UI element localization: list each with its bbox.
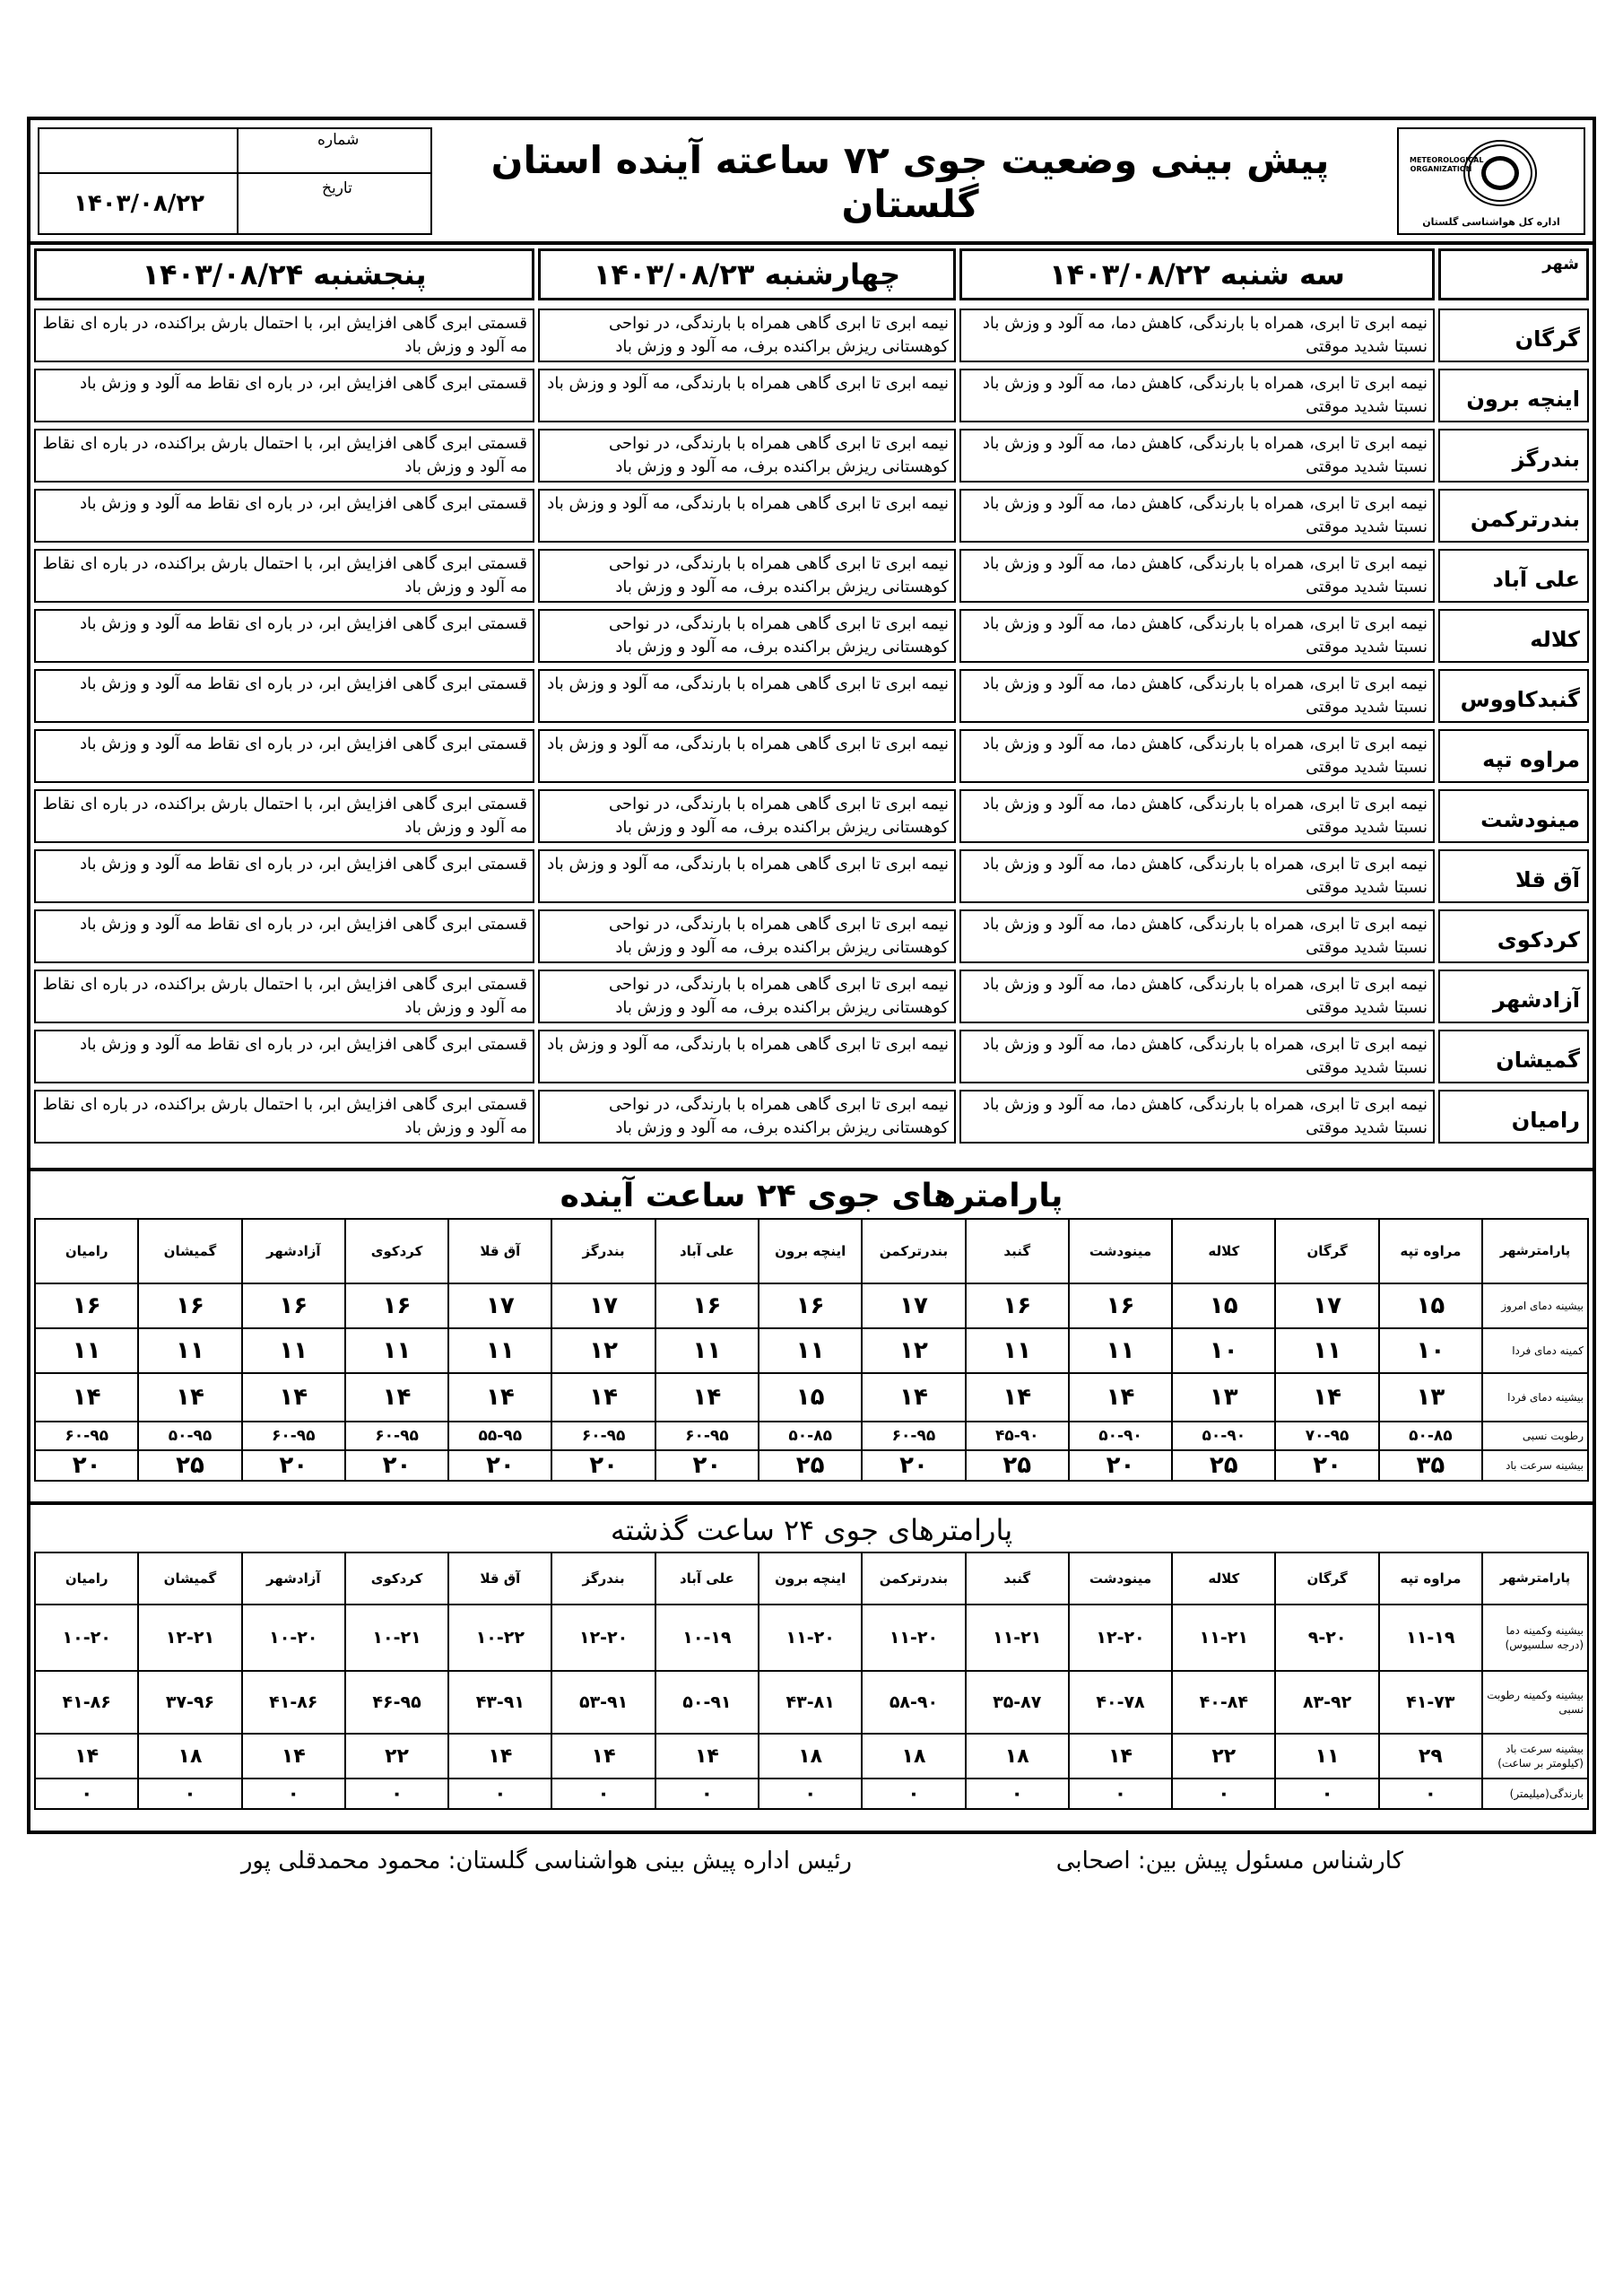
param-value: ۰ [551,1779,655,1809]
city-name: گرگان [1438,309,1589,362]
city-name: بندرترکمن [1438,489,1589,543]
forecast-day1: نیمه ابری تا ابری، همراه با بارندگی، کاهش دما، مه آلود و وزش باد نسبتا شدید موقتی [959,669,1435,723]
param-value: ۴۳-۸۱ [759,1671,862,1734]
forecast-row [30,307,1593,364]
param-city-name: بندرگز [551,1219,655,1283]
forecast-day3: قسمتی ابری گاهی افزایش ابر، در باره ای نقاط مه آلود و وزش باد [34,369,534,422]
param-row [35,1373,1588,1422]
param-value: ۲۰ [655,1450,759,1481]
forecast-row [30,547,1593,604]
forecaster-name: کارشناس مسئول پیش بین: اصحابی [1055,1848,1403,1874]
param-value: ۱۴ [966,1373,1069,1422]
header [30,120,1593,245]
param-value: ۳۵ [1379,1450,1482,1481]
param-value: ۴۰-۸۴ [1172,1671,1275,1734]
forecast-row [30,908,1593,965]
forecast-day2: نیمه ابری تا ابری گاهی همراه با بارندگی، مه آلود و وزش باد [538,369,956,422]
param-value: ۲۰ [1069,1450,1172,1481]
param-row [35,1734,1588,1779]
param-row [35,1283,1588,1328]
param-value: ۶۰-۹۵ [551,1422,655,1450]
param-city-name: علی آباد [655,1552,759,1605]
param-label: بیشینه دمای امروز [1482,1283,1588,1328]
param-city-name: گنبد [966,1219,1069,1283]
forecast-day3: قسمتی ابری گاهی افزایش ابر، در باره ای نقاط مه آلود و وزش باد [34,909,534,963]
forecast-day3: قسمتی ابری گاهی افزایش ابر، با احتمال بارش براکنده، در باره ای نقاط مه آلود و وزش باد [34,549,534,603]
param-value: ۳۵-۸۷ [966,1671,1069,1734]
param-value: ۷۰-۹۵ [1275,1422,1378,1450]
param-city-name: اینچه برون [759,1219,862,1283]
param-value: ۱۲ [551,1328,655,1373]
forecast-day1: نیمه ابری تا ابری، همراه با بارندگی، کاهش دما، مه آلود و وزش باد نسبتا شدید موقتی [959,729,1435,783]
param-value: ۵۰-۸۵ [759,1422,862,1450]
past24-title: پارامترهای جوی ۲۴ ساعت گذشته [30,1501,1593,1555]
param-city-name: کلاله [1172,1219,1275,1283]
param-value: ۱۱ [759,1328,862,1373]
forecast-day3: قسمتی ابری گاهی افزایش ابر، در باره ای نقاط مه آلود و وزش باد [34,849,534,903]
param-city-name: کلاله [1172,1552,1275,1605]
forecast-day2: نیمه ابری تا ابری گاهی همراه با بارندگی، در نواحی کوهستانی ریزش براکنده برف، مه آلود و وزش باد [538,549,956,603]
forecast-row [30,427,1593,484]
param-header-row [35,1552,1588,1605]
param-city-header: پارامترشهر [1482,1552,1588,1605]
param-value: ۴۱-۸۶ [242,1671,345,1734]
param-value: ۱۴ [138,1373,241,1422]
param-value: ۱۴ [1275,1373,1378,1422]
forecast-row [30,1028,1593,1085]
forecast-day3: قسمتی ابری گاهی افزایش ابر، در باره ای نقاط مه آلود و وزش باد [34,609,534,663]
city-name: کلاله [1438,609,1589,663]
meta-divider-v [237,127,239,235]
forecast-day1: نیمه ابری تا ابری، همراه با بارندگی، کاهش دما، مه آلود و وزش باد نسبتا شدید موقتی [959,549,1435,603]
param-value: ۶۰-۹۵ [345,1422,448,1450]
forecast-row [30,787,1593,845]
param-value: ۱۶ [655,1283,759,1328]
param-value: ۱۵ [1379,1283,1482,1328]
param-value: ۲۲ [1172,1734,1275,1779]
forecast-day3: قسمتی ابری گاهی افزایش ابر، در باره ای نقاط مه آلود و وزش باد [34,669,534,723]
param-value: ۵۰-۹۰ [1172,1422,1275,1450]
param-value: ۱۷ [551,1283,655,1328]
forecast-day2: نیمه ابری تا ابری گاهی همراه با بارندگی، در نواحی کوهستانی ریزش براکنده برف، مه آلود و وزش باد [538,970,956,1023]
head-name: رئیس اداره پیش بینی هواشناسی گلستان: محمود محمدقلی پور [240,1848,852,1874]
param-value: ۱۱-۲۱ [1172,1605,1275,1671]
param-value: ۱۰-۲۲ [448,1605,551,1671]
param-value: ۱۶ [759,1283,862,1328]
param-value: ۱۴ [1069,1373,1172,1422]
meteorological-logo [1397,127,1585,235]
param-value: ۴۵-۹۰ [966,1422,1069,1450]
param-value: ۱۲-۲۱ [138,1605,241,1671]
forecast-row [30,727,1593,785]
param-value: ۱۱ [1275,1734,1378,1779]
param-label: رطوبت نسبی [1482,1422,1588,1450]
forecast-day2: نیمه ابری تا ابری گاهی همراه با بارندگی، مه آلود و وزش باد [538,849,956,903]
param-value: ۱۰-۱۹ [655,1605,759,1671]
param-value: ۰ [448,1779,551,1809]
param-value: ۱۴ [242,1734,345,1779]
param-value: ۱۶ [242,1283,345,1328]
logo-inner-ring-icon [1481,156,1519,190]
param-value: ۱۴ [448,1734,551,1779]
forecast-day1: نیمه ابری تا ابری، همراه با بارندگی، کاهش دما، مه آلود و وزش باد نسبتا شدید موقتی [959,429,1435,483]
param-value: ۱۸ [138,1734,241,1779]
param-header-row [35,1219,1588,1283]
param-value: ۱۴ [862,1373,965,1422]
param-city-name: علی آباد [655,1219,759,1283]
param-value: ۱۱ [138,1328,241,1373]
param-value: ۰ [345,1779,448,1809]
forecast-day2: نیمه ابری تا ابری گاهی همراه با بارندگی، مه آلود و وزش باد [538,1030,956,1083]
param-row [35,1328,1588,1373]
param-city-name: کردکوی [345,1552,448,1605]
param-value: ۰ [242,1779,345,1809]
param-value: ۶۰-۹۵ [862,1422,965,1450]
param-value: ۲۵ [1172,1450,1275,1481]
forecast-day3: قسمتی ابری گاهی افزایش ابر، با احتمال بارش براکنده، در باره ای نقاط مه آلود و وزش باد [34,970,534,1023]
day-headers [30,245,1593,304]
forecast-sheet [27,117,1596,1834]
param-row [35,1779,1588,1809]
param-city-name: آق قلا [448,1552,551,1605]
city-name: گنبدکاووس [1438,669,1589,723]
meta-divider-h [38,172,432,174]
forecast-row [30,487,1593,544]
param-city-name: گرگان [1275,1552,1378,1605]
param-value: ۱۱ [655,1328,759,1373]
forecast-day1: نیمه ابری تا ابری، همراه با بارندگی، کاهش دما، مه آلود و وزش باد نسبتا شدید موقتی [959,369,1435,422]
param-value: ۰ [655,1779,759,1809]
param-value: ۱۱ [345,1328,448,1373]
param-label: بیشینه دمای فردا [1482,1373,1588,1422]
forecast-day1: نیمه ابری تا ابری، همراه با بارندگی، کاهش دما، مه آلود و وزش باد نسبتا شدید موقتی [959,309,1435,362]
forecast-row [30,667,1593,725]
forecast-day2: نیمه ابری تا ابری گاهی همراه با بارندگی، مه آلود و وزش باد [538,669,956,723]
forecast-day2: نیمه ابری تا ابری گاهی همراه با بارندگی، در نواحی کوهستانی ریزش براکنده برف، مه آلود و وزش باد [538,1090,956,1144]
forecast-day1: نیمه ابری تا ابری، همراه با بارندگی، کاهش دما، مه آلود و وزش باد نسبتا شدید موقتی [959,909,1435,963]
param-city-name: مراوه تپه [1379,1219,1482,1283]
city-name: مراوه تپه [1438,729,1589,783]
param-value: ۴۱-۷۳ [1379,1671,1482,1734]
forecast-day2: نیمه ابری تا ابری گاهی همراه با بارندگی، در نواحی کوهستانی ریزش براکنده برف، مه آلود و وزش باد [538,609,956,663]
param-value: ۲۹ [1379,1734,1482,1779]
param-value: ۰ [966,1779,1069,1809]
forecast-day1: نیمه ابری تا ابری، همراه با بارندگی، کاهش دما، مه آلود و وزش باد نسبتا شدید موقتی [959,849,1435,903]
param-value: ۱۴ [35,1373,138,1422]
param-value: ۵۰-۹۵ [138,1422,241,1450]
param-city-name: بندرگز [551,1552,655,1605]
param-value: ۱۴ [35,1734,138,1779]
param-value: ۵۰-۹۰ [1069,1422,1172,1450]
forecast-day2: نیمه ابری تا ابری گاهی همراه با بارندگی، در نواحی کوهستانی ریزش براکنده برف، مه آلود و وزش باد [538,309,956,362]
param-value: ۱۲ [862,1328,965,1373]
param-value: ۱۱ [448,1328,551,1373]
forecast-day3: قسمتی ابری گاهی افزایش ابر، با احتمال بارش براکنده، در باره ای نقاط مه آلود و وزش باد [34,309,534,362]
param-value: ۲۰ [242,1450,345,1481]
date-label: تاریخ [322,179,352,197]
param-row [35,1450,1588,1481]
param-value: ۳۷-۹۶ [138,1671,241,1734]
param-city-name: گرگان [1275,1219,1378,1283]
param-value: ۰ [1379,1779,1482,1809]
param-value: ۱۶ [138,1283,241,1328]
param-value: ۱۰-۲۰ [242,1605,345,1671]
param-city-name: گمیشان [138,1552,241,1605]
param-value: ۴۶-۹۵ [345,1671,448,1734]
forecast-day2: نیمه ابری تا ابری گاهی همراه با بارندگی، در نواحی کوهستانی ریزش براکنده برف، مه آلود و وزش باد [538,909,956,963]
forecast-row [30,848,1593,905]
param-value: ۲۰ [551,1450,655,1481]
param-value: ۱۲-۲۰ [551,1605,655,1671]
next24-title: پارامترهای جوی ۲۴ ساعت آینده [30,1168,1593,1222]
param-value: ۱۱-۲۱ [966,1605,1069,1671]
param-value: ۲۵ [138,1450,241,1481]
forecast-row [30,367,1593,424]
param-value: ۱۰-۲۱ [345,1605,448,1671]
param-value: ۰ [1172,1779,1275,1809]
param-value: ۱۳ [1379,1373,1482,1422]
param-row [35,1422,1588,1450]
forecast-day2: نیمه ابری تا ابری گاهی همراه با بارندگی، در نواحی کوهستانی ریزش براکنده برف، مه آلود و وزش باد [538,789,956,843]
param-value: ۱۶ [1069,1283,1172,1328]
number-label: شماره [317,131,360,149]
forecast-day2: نیمه ابری تا ابری گاهی همراه با بارندگی، مه آلود و وزش باد [538,729,956,783]
param-value: ۲۰ [345,1450,448,1481]
param-value: ۱۴ [551,1373,655,1422]
param-city-name: آزادشهر [242,1552,345,1605]
param-label: بیشینه سرعت باد (کیلومتر بر ساعت) [1482,1734,1588,1779]
param-value: ۱۷ [448,1283,551,1328]
param-row [35,1671,1588,1734]
param-value: ۱۰-۲۰ [35,1605,138,1671]
forecast-day1: نیمه ابری تا ابری، همراه با بارندگی، کاهش دما، مه آلود و وزش باد نسبتا شدید موقتی [959,789,1435,843]
param-value: ۱۱-۲۰ [862,1605,965,1671]
param-row [35,1605,1588,1671]
param-value: ۹-۲۰ [1275,1605,1378,1671]
param-value: ۱۲-۲۰ [1069,1605,1172,1671]
param-label: بارندگی(میلیمتر) [1482,1779,1588,1809]
param-value: ۱۴ [345,1373,448,1422]
forecast-day3: قسمتی ابری گاهی افزایش ابر، در باره ای نقاط مه آلود و وزش باد [34,489,534,543]
forecast-day1: نیمه ابری تا ابری، همراه با بارندگی، کاهش دما، مه آلود و وزش باد نسبتا شدید موقتی [959,970,1435,1023]
param-value: ۴۱-۸۶ [35,1671,138,1734]
param-value: ۱۱-۱۹ [1379,1605,1482,1671]
param-value: ۵۸-۹۰ [862,1671,965,1734]
param-value: ۶۰-۹۵ [242,1422,345,1450]
logo-text-bottom: اداره کل هواشناسی گلستان [1422,216,1560,228]
city-name: بندرگز [1438,429,1589,483]
param-value: ۱۴ [242,1373,345,1422]
day-header-1: سه شنبه ۱۴۰۳/۰۸/۲۲ [959,248,1435,300]
city-name: علی آباد [1438,549,1589,603]
param-value: ۰ [1069,1779,1172,1809]
param-city-header: پارامترشهر [1482,1219,1588,1283]
forecast-day2: نیمه ابری تا ابری گاهی همراه با بارندگی، مه آلود و وزش باد [538,489,956,543]
param-city-name: رامیان [35,1219,138,1283]
param-value: ۱۸ [759,1734,862,1779]
param-value: ۱۵ [1172,1283,1275,1328]
param-value: ۱۴ [655,1373,759,1422]
past24-table [34,1552,1589,1810]
param-value: ۶۰-۹۵ [655,1422,759,1450]
param-value: ۱۱-۲۰ [759,1605,862,1671]
param-city-name: مراوه تپه [1379,1552,1482,1605]
param-label: بیشینه وکمینه رطوبت نسبی [1482,1671,1588,1734]
param-value: ۱۸ [862,1734,965,1779]
forecast-day3: قسمتی ابری گاهی افزایش ابر، با احتمال بارش براکنده، در باره ای نقاط مه آلود و وزش باد [34,1090,534,1144]
forecast-day3: قسمتی ابری گاهی افزایش ابر، با احتمال بارش براکنده، در باره ای نقاط مه آلود و وزش باد [34,429,534,483]
forecast-row [30,1088,1593,1145]
forecast-day1: نیمه ابری تا ابری، همراه با بارندگی، کاهش دما، مه آلود و وزش باد نسبتا شدید موقتی [959,1030,1435,1083]
param-city-name: گنبد [966,1552,1069,1605]
param-value: ۱۴ [1069,1734,1172,1779]
param-city-name: مینودشت [1069,1552,1172,1605]
forecast-day3: قسمتی ابری گاهی افزایش ابر، در باره ای نقاط مه آلود و وزش باد [34,729,534,783]
param-value: ۱۱ [242,1328,345,1373]
param-value: ۱۷ [1275,1283,1378,1328]
param-value: ۱۴ [448,1373,551,1422]
city-name: مینودشت [1438,789,1589,843]
param-value: ۱۸ [966,1734,1069,1779]
footer [0,1848,1623,1883]
param-city-name: بندرترکمن [862,1552,965,1605]
param-value: ۲۵ [966,1450,1069,1481]
param-value: ۴۰-۷۸ [1069,1671,1172,1734]
param-value: ۱۰ [1379,1328,1482,1373]
param-city-name: کردکوی [345,1219,448,1283]
param-value: ۱۱ [1275,1328,1378,1373]
param-city-name: مینودشت [1069,1219,1172,1283]
param-city-name: اینچه برون [759,1552,862,1605]
forecast-day2: نیمه ابری تا ابری گاهی همراه با بارندگی، در نواحی کوهستانی ریزش براکنده برف، مه آلود و وزش باد [538,429,956,483]
param-city-name: بندرترکمن [862,1219,965,1283]
forecast-day1: نیمه ابری تا ابری، همراه با بارندگی، کاهش دما، مه آلود و وزش باد نسبتا شدید موقتی [959,609,1435,663]
param-value: ۰ [759,1779,862,1809]
param-label: کمینه دمای فردا [1482,1328,1588,1373]
city-name: اینچه برون [1438,369,1589,422]
param-value: ۱۵ [759,1373,862,1422]
param-label: بیشینه وکمینه دما (درجه سلسیوس) [1482,1605,1588,1671]
param-value: ۱۱ [35,1328,138,1373]
param-value: ۱۴ [551,1734,655,1779]
param-value: ۲۵ [759,1450,862,1481]
param-value: ۲۰ [448,1450,551,1481]
param-value: ۰ [1275,1779,1378,1809]
city-name: رامیان [1438,1090,1589,1144]
day-header-3: پنجشنبه ۱۴۰۳/۰۸/۲۴ [34,248,534,300]
param-value: ۲۰ [1275,1450,1378,1481]
param-value: ۱۱ [966,1328,1069,1373]
next24-table [34,1218,1589,1482]
city-name: کردکوی [1438,909,1589,963]
page-title: پیش بینی وضعیت جوی ۷۲ ساعته آینده استان گلستان [490,138,1330,226]
param-value: ۲۰ [862,1450,965,1481]
param-value: ۰ [862,1779,965,1809]
param-value: ۲۰ [35,1450,138,1481]
city-name: آق قلا [1438,849,1589,903]
param-value: ۱۳ [1172,1373,1275,1422]
forecast-day1: نیمه ابری تا ابری، همراه با بارندگی، کاهش دما، مه آلود و وزش باد نسبتا شدید موقتی [959,1090,1435,1144]
day-header-2: چهارشنبه ۱۴۰۳/۰۸/۲۳ [538,248,956,300]
city-header: شهر [1438,248,1589,300]
param-city-name: گمیشان [138,1219,241,1283]
city-name: گمیشان [1438,1030,1589,1083]
param-city-name: آق قلا [448,1219,551,1283]
param-value: ۲۲ [345,1734,448,1779]
city-name: آزادشهر [1438,970,1589,1023]
forecast-row [30,607,1593,665]
param-label: بیشینه سرعت باد [1482,1450,1588,1481]
param-value: ۸۳-۹۲ [1275,1671,1378,1734]
param-value: ۱۶ [966,1283,1069,1328]
param-value: ۵۰-۸۵ [1379,1422,1482,1450]
param-value: ۱۰ [1172,1328,1275,1373]
param-value: ۴۳-۹۱ [448,1671,551,1734]
param-value: ۱۶ [345,1283,448,1328]
forecast-day1: نیمه ابری تا ابری، همراه با بارندگی، کاهش دما، مه آلود و وزش باد نسبتا شدید موقتی [959,489,1435,543]
param-value: ۱۴ [655,1734,759,1779]
param-value: ۱۶ [35,1283,138,1328]
forecast-day3: قسمتی ابری گاهی افزایش ابر، در باره ای نقاط مه آلود و وزش باد [34,1030,534,1083]
forecast-day3: قسمتی ابری گاهی افزایش ابر، با احتمال بارش براکنده، در باره ای نقاط مه آلود و وزش باد [34,789,534,843]
param-city-name: آزادشهر [242,1219,345,1283]
param-value: ۱۱ [1069,1328,1172,1373]
param-value: ۰ [138,1779,241,1809]
param-value: ۵۰-۹۱ [655,1671,759,1734]
date-value: ۱۴۰۳/۰۸/۲۲ [74,190,204,217]
forecast-row [30,968,1593,1025]
number-box [38,127,432,235]
logo-text-top: METEOROLOGICAL ORGANIZATION [1410,156,1484,173]
param-value: ۶۰-۹۵ [35,1422,138,1450]
param-city-name: رامیان [35,1552,138,1605]
param-value: ۱۷ [862,1283,965,1328]
param-value: ۵۵-۹۵ [448,1422,551,1450]
param-value: ۵۳-۹۱ [551,1671,655,1734]
param-value: ۰ [35,1779,138,1809]
